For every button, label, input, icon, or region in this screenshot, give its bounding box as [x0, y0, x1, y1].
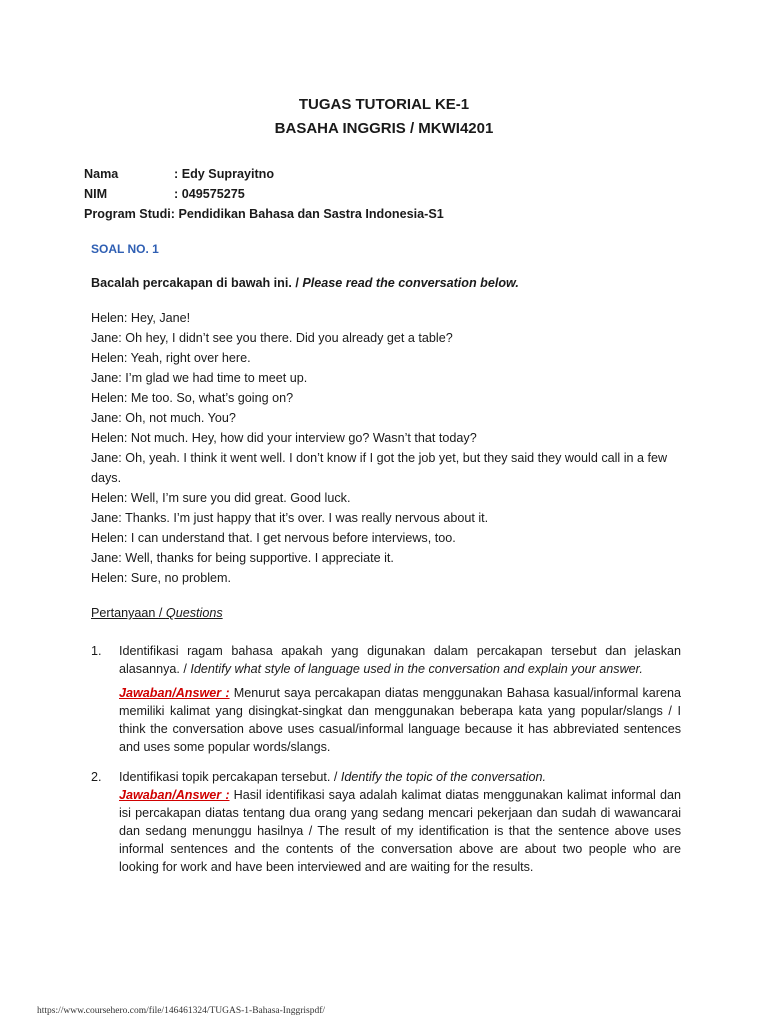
name-value: : Edy Suprayitno: [174, 167, 275, 181]
instruction: [91, 276, 519, 290]
answer-label: Jawaban/Answer :: [119, 788, 230, 802]
student-nim-row: [84, 184, 444, 204]
question-item: [91, 768, 681, 876]
student-program-row: [84, 204, 444, 224]
question-text-en: Identify the topic of the conversation.: [340, 770, 547, 784]
conversation-line: Jane: I’m glad we had time to meet up.: [91, 371, 308, 385]
conversation-line: Helen: Hey, Jane!: [91, 311, 191, 325]
conversation-line: Jane: Thanks. I’m just happy that it’s over. I was really nervous about it.: [91, 511, 489, 525]
nim-label: NIM: [84, 187, 108, 201]
program-value: : Pendidikan Bahasa dan Sastra Indonesia-S1: [170, 207, 444, 221]
conversation-line: Helen: I can understand that. I get nervous before interviews, too.: [91, 531, 456, 545]
question-number: 1.: [91, 644, 102, 658]
soal-label: SOAL NO. 1: [91, 242, 159, 256]
answer-text: Hasil identifikasi saya adalah kalimat diatas menggunakan kalimat informal dan isi percakapan diatas tentang dua orang yang sedang mencari pekerjaan dan sudah di wawancarai dan sedang menunggu hasilnya / The result of my identification is that the sentence above uses informal sentences and the contents of the conversation above are about two people who are looking for work and have been interviewed and are waiting for the results.: [119, 788, 681, 874]
question-item: [91, 642, 681, 756]
conversation-line: Helen: Well, I’m sure you did great. Good luck.: [91, 491, 351, 505]
answer-label: Jawaban/Answer :: [119, 686, 230, 700]
footer-url[interactable]: https://www.coursehero.com/file/146461324/TUGAS-1-Bahasa-Inggrispdf/: [37, 1006, 326, 1016]
conversation-line: Jane: Oh hey, I didn’t see you there. Did you already get a table?: [91, 331, 453, 345]
program-label: Program Studi: [84, 207, 171, 221]
name-label: Nama: [84, 167, 119, 181]
questions-heading-id: Pertanyaan /: [91, 606, 166, 620]
conversation-line: Jane: Oh, yeah. I think it went well. I don’t know if I got the job yet, but they said they would call in a few days.: [91, 451, 668, 485]
document-title-line1: TUGAS TUTORIAL KE-1: [298, 96, 470, 113]
conversation-line: Helen: Not much. Hey, how did your interview go? Wasn’t that today?: [91, 431, 477, 445]
answer: [119, 684, 681, 756]
conversation: [91, 308, 681, 588]
answer: [119, 786, 681, 876]
question-text-en: Identify what style of language used in the conversation and explain your answer.: [190, 662, 643, 676]
conversation-line: Jane: Oh, not much. You?: [91, 411, 236, 425]
student-info: [84, 164, 444, 224]
instruction-id: Bacalah percakapan di bawah ini. /: [91, 276, 299, 290]
student-name-row: [84, 164, 444, 184]
question-text: [119, 768, 681, 786]
document-title-line2: BASAHA INGGRIS / MKWI4201: [274, 120, 494, 137]
answer-text: Menurut saya percakapan diatas menggunakan Bahasa kasual/informal karena memiliki kalimat yang disingkat-singkat dan menggunakan beberapa kata yang popular/slangs / I think the conversation above uses casual/informal language because it has abbreviated sentences and uses some popular words/slangs.: [119, 686, 682, 754]
questions-heading-en: Questions: [165, 606, 223, 620]
conversation-line: Helen: Sure, no problem.: [91, 571, 232, 585]
nim-value: : 049575275: [174, 187, 245, 201]
conversation-line: Helen: Yeah, right over here.: [91, 351, 251, 365]
question-text-id: Identifikasi topik percakapan tersebut. /: [119, 770, 341, 784]
question-text: [119, 642, 681, 678]
conversation-line: Helen: Me too. So, what’s going on?: [91, 391, 294, 405]
question-text-id: Identifikasi ragam bahasa apakah yang digunakan dalam percakapan tersebut dan jelaskan alasannya. /: [119, 644, 681, 676]
instruction-en: Please read the conversation below.: [302, 276, 519, 290]
questions-heading: [91, 606, 223, 620]
conversation-line: Jane: Well, thanks for being supportive. I appreciate it.: [91, 551, 394, 565]
question-number: 2.: [91, 770, 102, 784]
